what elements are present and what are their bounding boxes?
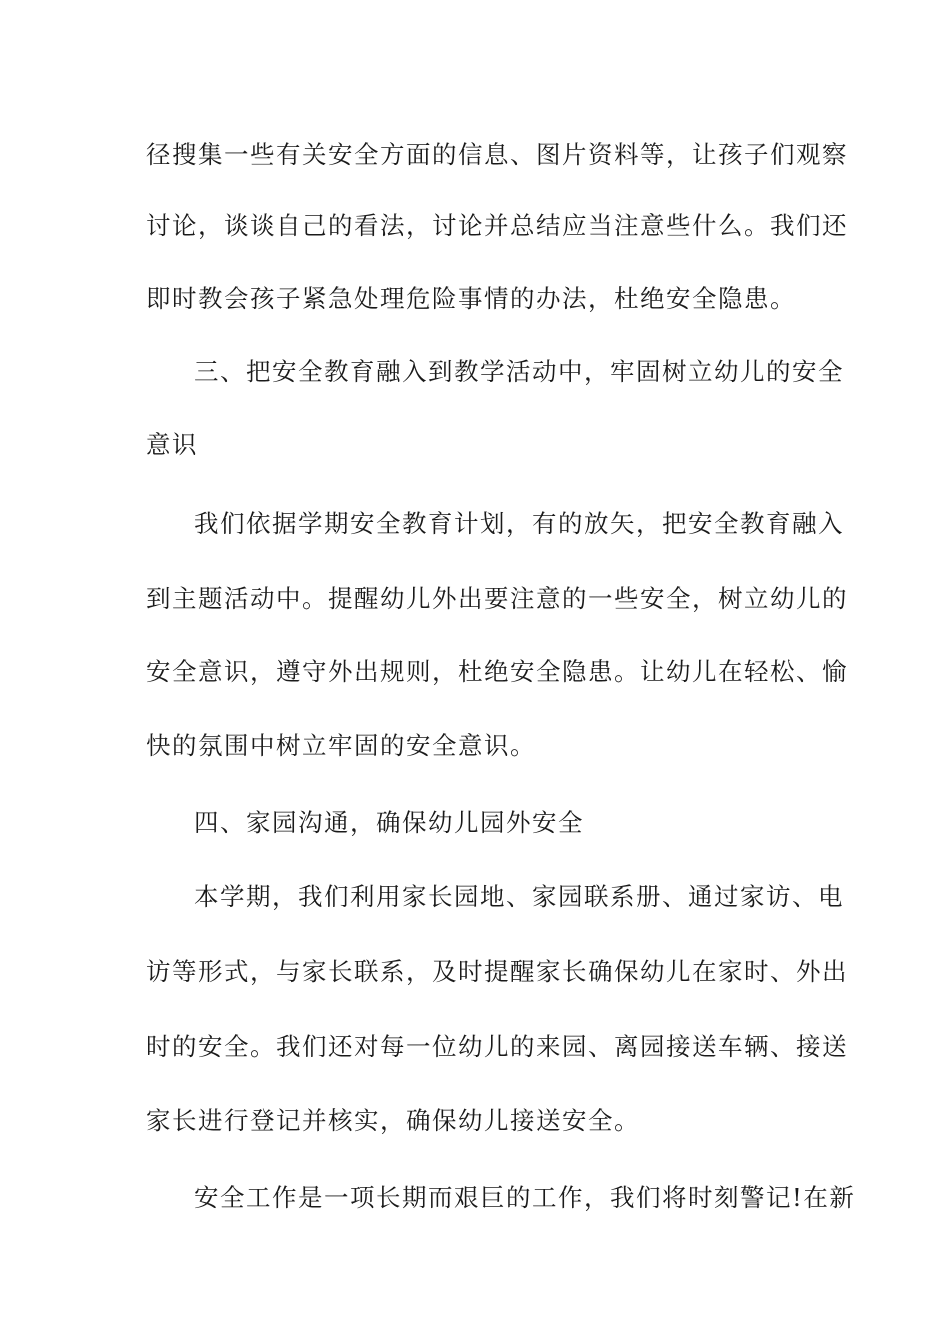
text-line-15: 安全工作是一项长期而艰巨的工作，我们将时刻警记!在新 <box>194 1183 856 1212</box>
text-line-3: 即时教会孩子紧急处理危险事情的办法，杜绝安全隐患。 <box>146 284 796 313</box>
text-line-14: 家长进行登记并核实，确保幼儿接送安全。 <box>146 1106 640 1135</box>
text-line-7: 到主题活动中。提醒幼儿外出要注意的一些安全，树立幼儿的 <box>146 584 848 613</box>
section-heading-3: 三、把安全教育融入到教学活动中，牢固树立幼儿的安全 <box>194 357 844 386</box>
text-line-11: 本学期，我们利用家长园地、家园联系册、通过家访、电 <box>194 882 844 911</box>
text-line-1: 径搜集一些有关安全方面的信息、图片资料等，让孩子们观察 <box>146 140 848 169</box>
text-line-2: 讨论，谈谈自己的看法，讨论并总结应当注意些什么。我们还 <box>146 211 848 240</box>
text-line-9: 快的氛围中树立牢固的安全意识。 <box>146 731 536 760</box>
text-line-6: 我们依据学期安全教育计划，有的放矢，把安全教育融入 <box>194 509 844 538</box>
text-line-12: 访等形式，与家长联系，及时提醒家长确保幼儿在家时、外出 <box>146 957 848 986</box>
text-line-13: 时的安全。我们还对每一位幼儿的来园、离园接送车辆、接送 <box>146 1032 848 1061</box>
section-heading-4: 四、家园沟通，确保幼儿园外安全 <box>194 808 584 837</box>
section-heading-3-cont: 意识 <box>146 430 198 459</box>
text-line-8: 安全意识，遵守外出规则，杜绝安全隐患。让幼儿在轻松、愉 <box>146 657 848 686</box>
